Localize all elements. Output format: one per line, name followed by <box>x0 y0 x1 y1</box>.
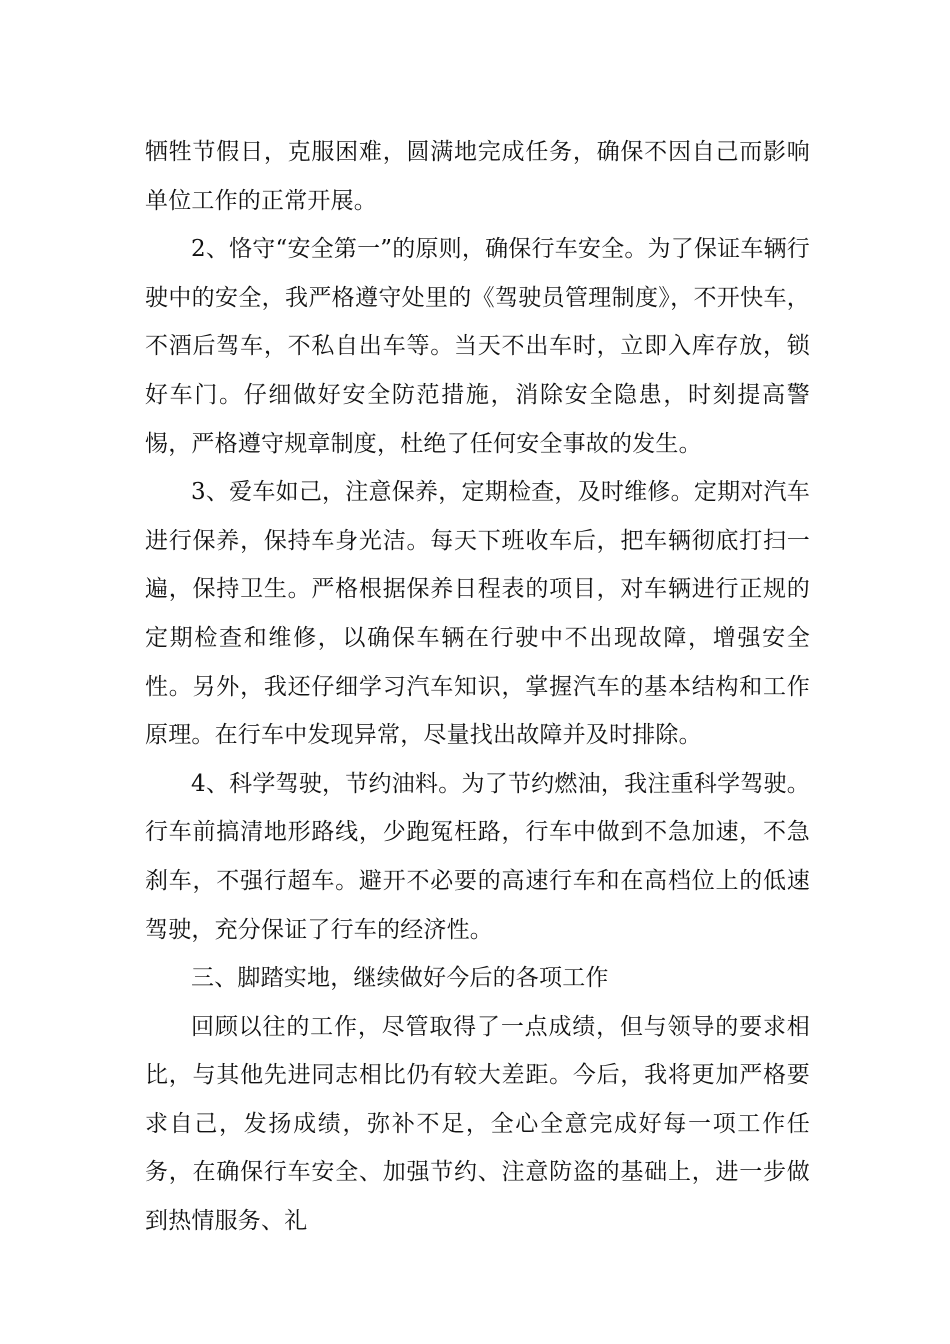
paragraph-safety-first: 2、恪守“安全第一”的原则，确保行车安全。为了保证车辆行驶中的安全，我严格遵守处里的《驾驶员管理制度》，不开快车，不酒后驾车，不私自出车等。当天不出车时，立即入库存放，锁好车门。仔细做好安全防范措施，消除安全隐患，时刻提高警惕，严格遵守规章制度，杜绝了任何安全事故的发生。 <box>145 236 810 457</box>
paragraph-fuel-saving: 4、科学驾驶，节约油料。为了节约燃油，我注重科学驾驶。行车前搞清地形路线，少跑冤枉路，行车中做到不急加速，不急刹车，不强行超车。避开不必要的高速行车和在高档位上的低速驾驶，充分保证了行车的经济性。 <box>145 770 810 943</box>
paragraph-vehicle-care: 3、爱车如己，注意保养，定期检查，及时维修。定期对汽车进行保养，保持车身光洁。每天下班收车后，把车辆彻底打扫一遍，保持卫生。严格根据保养日程表的项目，对车辆进行正规的定期检查和维修，以确保车辆在行驶中不出现故障，增强安全性。另外，我还仔细学习汽车知识，掌握汽车的基本结构和工作原理。在行车中发现异常，尽量找出故障并及时排除。 <box>145 479 810 749</box>
document-body <box>145 128 810 1246</box>
section-heading-future-work: 三、脚踏实地，继续做好今后的各项工作 <box>191 965 609 992</box>
paragraph-continuation: 牺牲节假日，克服困难，圆满地完成任务，确保不因自己而影响单位工作的正常开展。 <box>145 139 810 214</box>
paragraph-review: 回顾以往的工作，尽管取得了一点成绩，但与领导的要求相比，与其他先进同志相比仍有较大差距。今后，我将更加严格要求自己，发扬成绩，弥补不足，全心全意完成好每一项工作任务，在确保行车安全、加强节约、注意防盗的基础上，进一步做到热情服务、礼 <box>145 1013 810 1235</box>
